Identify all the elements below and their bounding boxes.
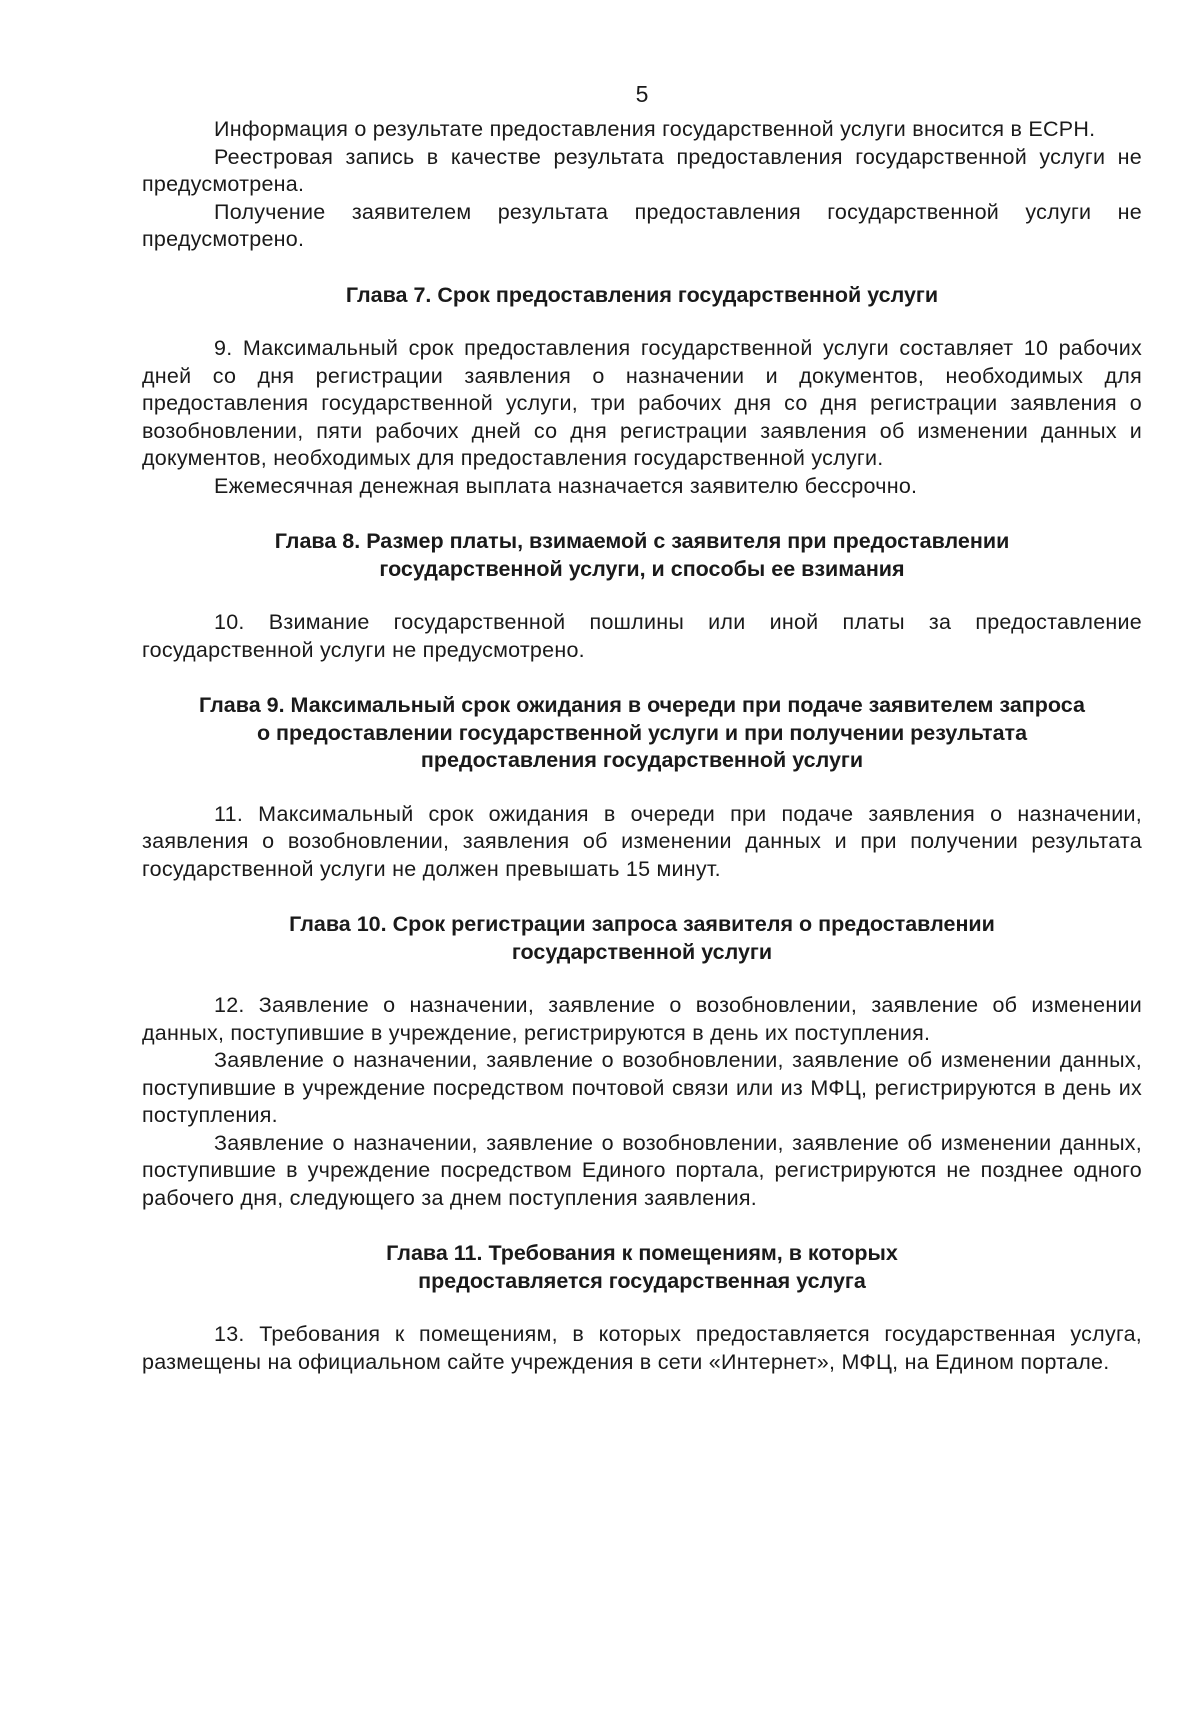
chapter-11-title-line-1: Глава 11. Требования к помещениям, в которых (386, 1241, 898, 1265)
chapter-9-section (142, 692, 1142, 883)
page-number: 5 (635, 81, 649, 107)
chapter-8-title (142, 528, 1142, 583)
chapter-11-section (142, 1240, 1142, 1376)
chapter-9-paragraph-1: 11. Максимальный срок ожидания в очереди при подаче заявления о назначении, заявления о возобновлении, заявления об изменении данных и при получении результата государственной услуги не должен превышать 15 минут. (142, 801, 1142, 881)
intro-section (142, 116, 1142, 254)
chapter-8-section (142, 528, 1142, 664)
chapter-10-paragraph-1: 12. Заявление о назначении, заявление о возобновлении, заявление об изменении данных, поступившие в учреждение, регистрируются в день их поступления. (142, 993, 1142, 1045)
chapter-11-title (142, 1240, 1142, 1295)
chapter-8-title-line-2: государственной услуги, и способы ее взимания (379, 556, 905, 581)
chapter-9-title-line-2: о предоставлении государственной услуги и при получении результата (256, 720, 1028, 745)
chapter-11-paragraph-1: 13. Требования к помещениям, в которых предоставляется государственная услуга, размещены на официальном сайте учреждения в сети «Интернет», МФЦ, на Едином портале. (142, 1322, 1142, 1374)
chapter-7-title: Глава 7. Срок предоставления государственной услуги (345, 282, 939, 307)
intro-paragraph-3: Получение заявителем результата предоставления государственной услуги не предусмотрено. (142, 199, 1142, 251)
chapter-7-paragraph-1: 9. Максимальный срок предоставления государственной услуги составляет 10 рабочих дней со дня регистрации заявления о назначении и документов, необходимых для предоставления государственной услуги, три рабочих дня со дня регистрации заявления о возобновлении, пяти рабочих дней со дня регистрации заявления об изменении данных и документов, необходимых для предоставления государственной услуги. (142, 336, 1142, 470)
chapter-9-title-line-1: Глава 9. Максимальный срок ожидания в очереди при подаче заявителем запроса (199, 693, 1085, 717)
intro-paragraph-1: Информация о результате предоставления государственной услуги вносится в ЕСРН. (214, 117, 1096, 141)
chapter-9-title-line-3: предоставления государственной услуги (420, 748, 864, 772)
chapter-8-paragraph-1: 10. Взимание государственной пошлины или иной платы за предоставление государственной услуги не предусмотрено. (142, 610, 1142, 662)
chapter-9-title (142, 692, 1142, 775)
chapter-10-paragraph-2: Заявление о назначении, заявление о возобновлении, заявление об изменении данных, поступившие в учреждение посредством почтовой связи или из МФЦ, регистрируются в день их поступления. (142, 1048, 1142, 1127)
chapter-7-section (142, 282, 1142, 501)
chapter-10-title (142, 911, 1142, 966)
chapter-7-paragraph-2: Ежемесячная денежная выплата назначается заявителю бессрочно. (214, 473, 918, 498)
intro-paragraph-2: Реестровая запись в качестве результата предоставления государственной услуги не предусмотрена. (142, 144, 1142, 196)
document-page (142, 80, 1142, 1376)
chapter-10-title-line-1: Глава 10. Срок регистрации запроса заявителя о предоставлении (289, 912, 995, 936)
chapter-10-paragraph-3: Заявление о назначении, заявление о возобновлении, заявление об изменении данных, поступившие в учреждение посредством Единого портала, регистрируются не позднее одного рабочего дня, следующего за днем поступления заявления. (142, 1130, 1142, 1210)
chapter-11-title-line-2: предоставляется государственная услуга (418, 1268, 866, 1293)
chapter-10-title-line-2: государственной услуги (511, 939, 773, 964)
chapter-8-title-line-1: Глава 8. Размер платы, взимаемой с заявителя при предоставлении (274, 529, 1010, 553)
chapter-10-section (142, 911, 1142, 1212)
